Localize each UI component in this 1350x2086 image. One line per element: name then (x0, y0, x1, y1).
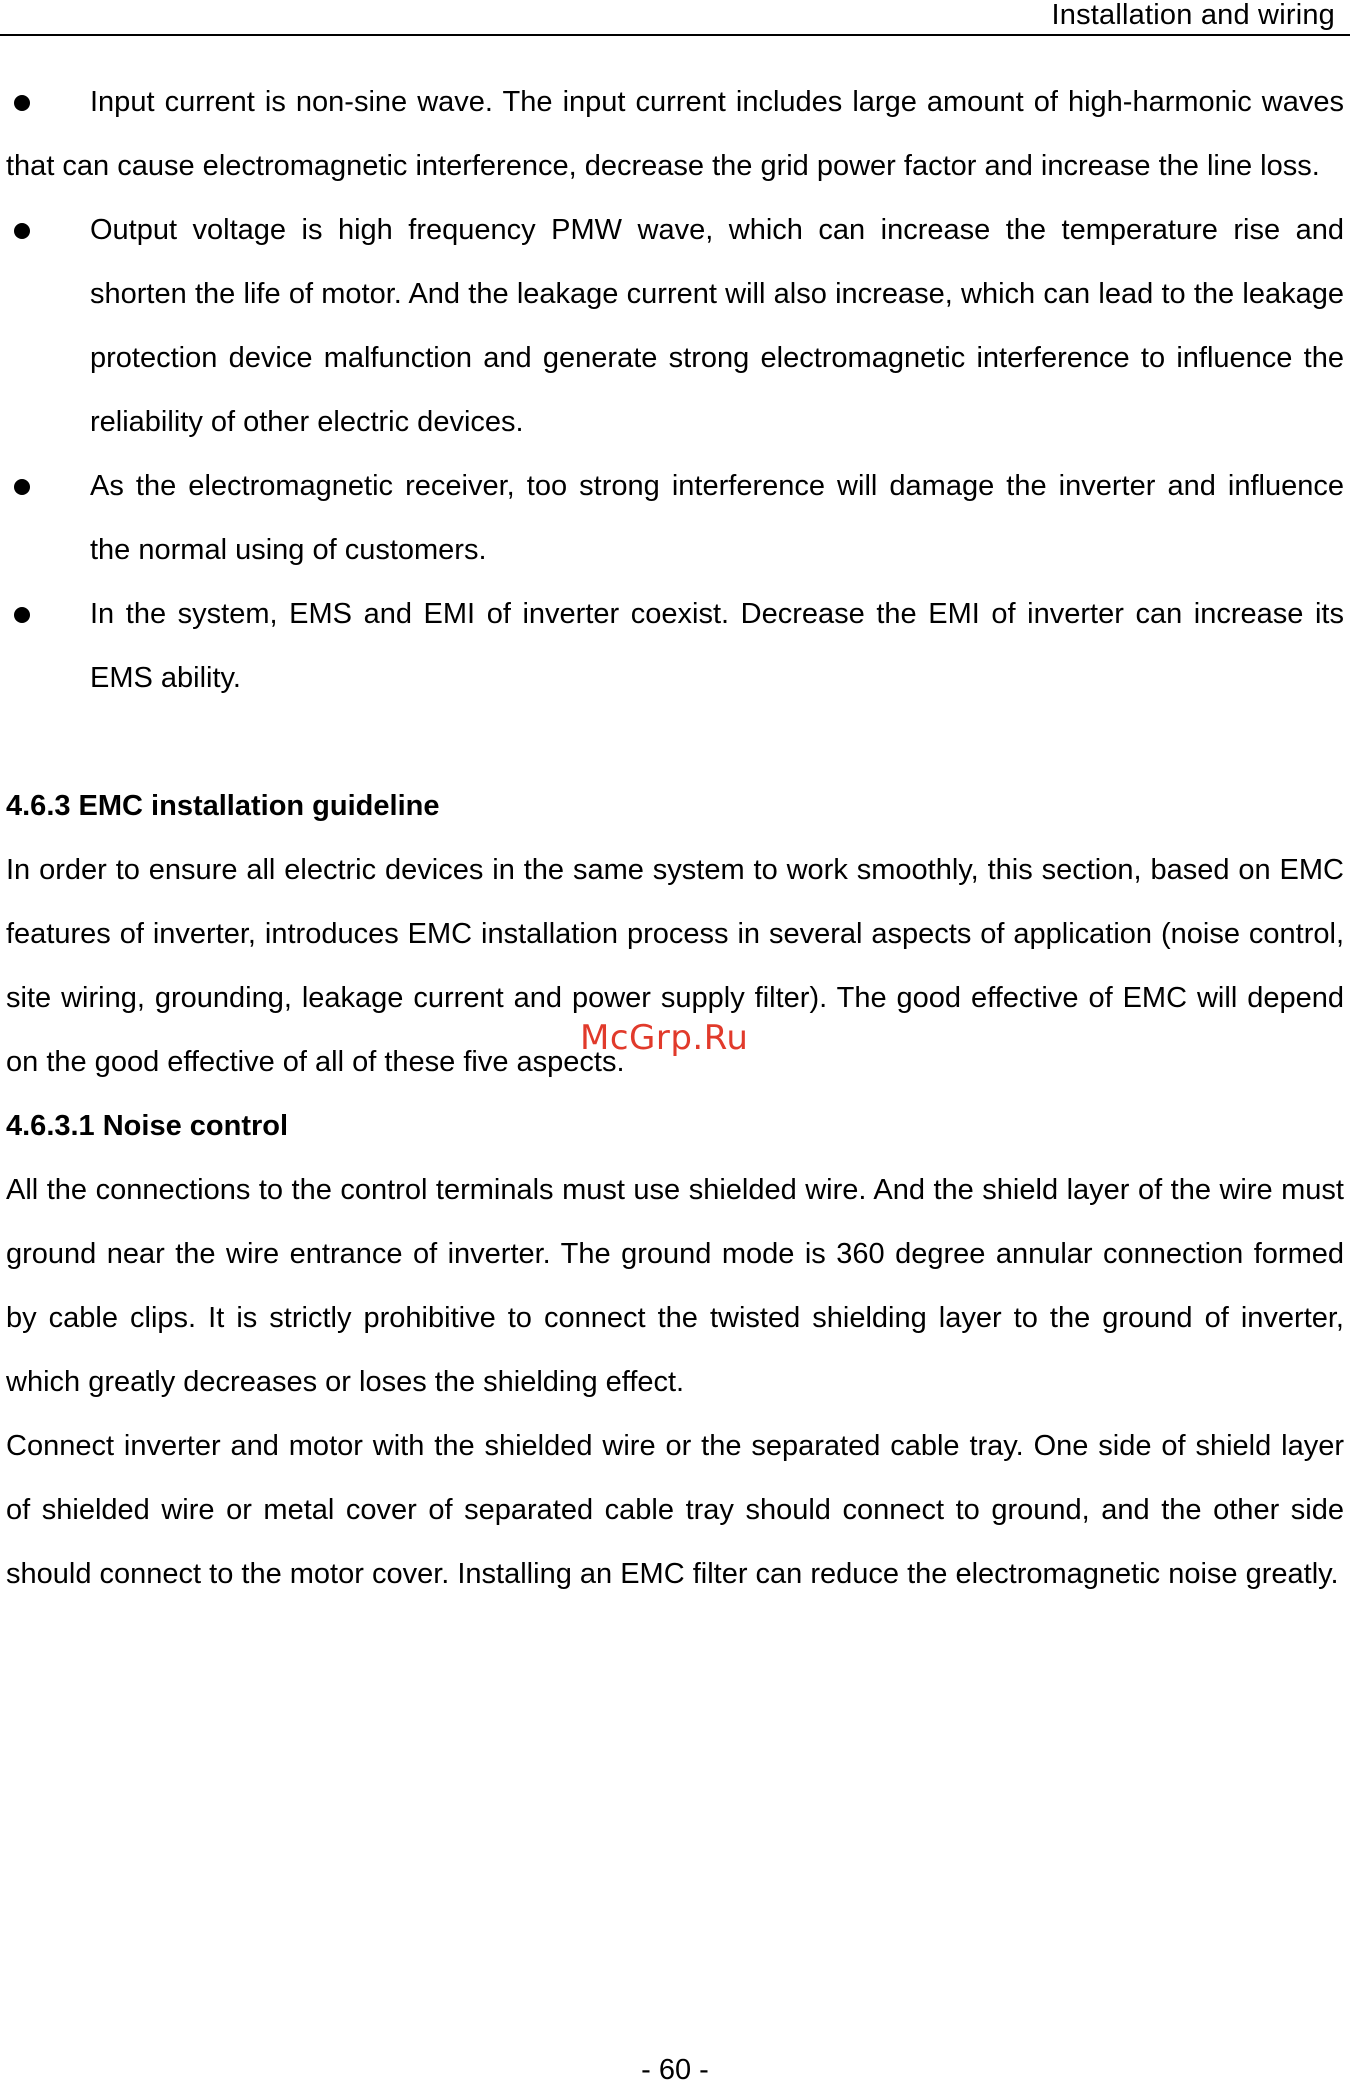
bullet-dot-icon (14, 95, 30, 111)
subsection-heading: 4.6.3.1 Noise control (6, 1110, 289, 1142)
bullet-text: In the system, EMS and EMI of inverter coexist. Decrease the EMI of inverter can increase its EMS ability. (90, 598, 1344, 694)
bullet-text: Input current is non-sine wave. The input current includes large amount of high-harmonic waves that can cause electromagnetic interference, decrease the grid power factor and increase the line loss. (6, 86, 1344, 182)
body-paragraph: Connect inverter and motor with the shielded wire or the separated cable tray. One side of shield layer of shielded wire or metal cover of separated cable tray should connect to ground, and the other side should connect to the motor cover. Installing an EMC filter can reduce the electromagnetic noise greatly. (6, 1430, 1344, 1590)
bullet-text: As the electromagnetic receiver, too strong interference will damage the inverter and influence the normal using of customers. (90, 470, 1344, 566)
page-number: - 60 - (641, 2054, 709, 2086)
header-rule (0, 34, 1350, 36)
bullet-item (6, 70, 1344, 198)
bullet-item (6, 582, 1344, 710)
bullet-item (6, 454, 1344, 582)
page-body (6, 70, 1344, 1606)
watermark: McGrp.Ru (580, 1018, 749, 1058)
body-paragraph: All the connections to the control terminals must use shielded wire. And the shield layer of the wire must ground near the wire entrance of inverter. The ground mode is 360 degree annular connection formed by cable clips. It is strictly prohibitive to connect the twisted shielding layer to the ground of inverter, which greatly decreases or loses the shielding effect. (6, 1174, 1344, 1398)
running-header-title: Installation and wiring (1051, 0, 1335, 31)
bullet-item (6, 198, 1344, 454)
body-paragraph: In order to ensure all electric devices in the same system to work smoothly, this section, based on EMC features of inverter, introduces EMC installation process in several aspects of application (noise control, site wiring, grounding, leakage current and power supply filter). The good effective of EMC will depend on the good effective of all of these five aspects. (6, 854, 1344, 1078)
bullet-dot-icon (14, 479, 30, 495)
bullet-dot-icon (14, 223, 30, 239)
bullet-dot-icon (14, 607, 30, 623)
bullet-text: Output voltage is high frequency PMW wave, which can increase the temperature rise and shorten the life of motor. And the leakage current will also increase, which can lead to the leakage protection device malfunction and generate strong electromagnetic interference to influence the reliability of other electric devices. (90, 214, 1344, 438)
spacer (6, 710, 1344, 774)
section-heading: 4.6.3 EMC installation guideline (6, 790, 440, 822)
